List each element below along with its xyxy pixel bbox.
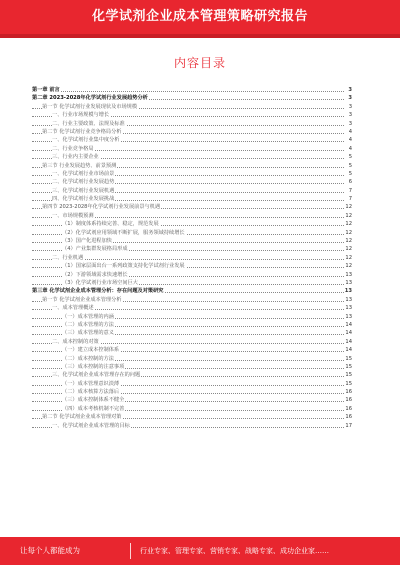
toc-entry-page: 12 (345, 204, 352, 211)
toc-entry-text: （3）化学试剂行业市场空间巨大 (62, 279, 138, 286)
toc-entry-page: 17 (345, 422, 352, 429)
toc-entry[interactable] (32, 388, 352, 396)
toc-entry-text: 四、化学试剂行业发展挑战 (52, 196, 115, 203)
toc-entry-text: 一、市场规模预测 (52, 212, 94, 219)
toc-entry[interactable] (32, 296, 352, 304)
toc-entry[interactable] (32, 237, 352, 245)
toc-entry-text: 第二节 化学试剂行业竞争格局分析 (42, 128, 122, 135)
toc-entry-text: 一、成本管理概述 (52, 305, 94, 312)
toc-entry-page: 12 (345, 221, 352, 228)
toc-entry[interactable] (32, 195, 352, 203)
toc-entry[interactable] (32, 338, 352, 346)
toc-entry-page: 14 (345, 330, 352, 337)
toc-entry-page: 7 (348, 187, 352, 194)
toc-entry[interactable] (32, 178, 352, 186)
toc-entry-page: 5 (348, 170, 352, 177)
toc-entry[interactable] (32, 271, 352, 279)
toc-entry-text: 二、行业机遇 (52, 254, 84, 261)
toc-entry-text: 三、化学试剂行业发展机遇 (52, 187, 115, 194)
toc-entry-page: 13 (345, 279, 352, 286)
toc-entry-page: 13 (345, 271, 352, 278)
toc-entry-text: （一）成本管理的内涵 (62, 313, 114, 320)
toc-entry-text: 第三节 行业发展趋势、前景预测 (42, 162, 117, 169)
toc-entry-page: 15 (345, 355, 352, 362)
toc-entry-page: 13 (345, 305, 352, 312)
toc-entry-page: 15 (345, 363, 352, 370)
toc-entry[interactable] (32, 153, 352, 161)
toc-title: 内容目录 (173, 56, 226, 70)
toc-entry[interactable] (32, 380, 352, 388)
toc-entry-text: （1）国家层面出台一系列政策支持化学试剂行业发展 (62, 263, 185, 270)
toc-entry[interactable] (32, 304, 352, 312)
toc-entry[interactable] (32, 86, 352, 94)
toc-entry-text: （一）建立成本控制体系 (62, 347, 120, 354)
toc-entry-page: 4 (348, 128, 352, 135)
toc-entry-text: 二、行业主要政策、法规及标准 (52, 120, 125, 127)
header-strip (0, 34, 400, 38)
toc-entry-page: 6 (348, 179, 352, 186)
toc-entry-page: 13 (345, 313, 352, 320)
toc-entry[interactable] (32, 187, 352, 195)
toc-entry-page: 3 (348, 120, 352, 127)
toc-entry-page: 15 (345, 380, 352, 387)
toc-entry-text: （4）产业集群发展格局形成 (62, 246, 128, 253)
toc-entry-page: 12 (345, 212, 352, 219)
toc-entry-text: 一、化学试剂企业成本管理的目标 (52, 422, 130, 429)
toc-entry-text: （2）下游领域需求快速增长 (62, 271, 128, 278)
toc-entry[interactable] (32, 413, 352, 421)
toc-entry[interactable] (32, 229, 352, 237)
toc-entry-text: （3）国产化进程加快 (62, 238, 112, 245)
toc-entry-text: 一、化学试剂行业市场前景 (52, 170, 115, 177)
toc-entry[interactable] (32, 371, 352, 379)
toc-dot-leader (32, 91, 344, 92)
toc-entry[interactable] (32, 355, 352, 363)
toc-entry[interactable] (32, 162, 352, 170)
toc-entry[interactable] (32, 262, 352, 270)
toc-entry[interactable] (32, 321, 352, 329)
toc-entry-text: 一、化学试剂行业集中度分析 (52, 137, 120, 144)
toc-entry-text: （四）成本考核机制不完善 (62, 405, 125, 412)
toc-entry-page: 4 (348, 137, 352, 144)
toc-entry[interactable] (32, 245, 352, 253)
toc-entry-page: 12 (345, 229, 352, 236)
toc-entry-page: 4 (348, 145, 352, 152)
toc-entry-page: 12 (345, 263, 352, 270)
toc-entry[interactable] (32, 329, 352, 337)
footer-bar (0, 537, 400, 565)
toc-entry-page: 3 (348, 112, 352, 119)
toc-entry-text: 第二章 2023-2028年化学试剂行业发展趋势分析 (32, 95, 148, 102)
toc-entry-page: 13 (344, 288, 352, 295)
toc-entry[interactable] (32, 120, 352, 128)
toc-entry-page: 16 (345, 397, 352, 404)
report-title: 化学试剂企业成本管理策略研究报告 (91, 9, 308, 24)
toc-entry-page: 3 (348, 95, 352, 102)
table-of-contents (32, 86, 352, 430)
toc-entry[interactable] (32, 396, 352, 404)
toc-entry-text: 二、化学试剂行业发展趋势 (52, 179, 115, 186)
toc-entry-text: 二、成本控制的对策 (52, 338, 99, 345)
toc-entry-page: 7 (348, 196, 352, 203)
toc-entry-text: 第一节 化学试剂企业成本管理分析 (42, 296, 122, 303)
footer-tagline: 行业专家、管理专家、营销专家、战略专家、成功企业家…… (140, 547, 329, 555)
toc-entry[interactable] (32, 254, 352, 262)
toc-entry[interactable] (32, 203, 352, 211)
toc-entry-page: 12 (345, 238, 352, 245)
toc-entry-page: 5 (348, 162, 352, 169)
toc-entry-page: 5 (348, 154, 352, 161)
toc-entry-text: （三）成本控制体系不健全 (62, 397, 125, 404)
toc-entry[interactable] (32, 363, 352, 371)
toc-entry-page: 3 (348, 87, 352, 93)
toc-entry[interactable] (32, 145, 352, 153)
toc-entry[interactable] (32, 94, 352, 102)
toc-entry-text: （2）化学试剂应用领域不断扩展，服务领域持续增长 (62, 229, 185, 236)
toc-entry[interactable] (32, 287, 352, 295)
toc-entry-page: 14 (345, 338, 352, 345)
toc-entry[interactable] (32, 220, 352, 228)
toc-entry-page: 16 (345, 389, 352, 396)
toc-entry[interactable] (32, 128, 352, 136)
toc-entry-text: 第二节 化学试剂企业成本管理对策 (42, 414, 122, 421)
toc-entry-text: 第一节 化学试剂行业发展现状及市场规模 (42, 103, 138, 110)
toc-entry-text: （三）成本管理的意义 (62, 330, 114, 337)
toc-entry-text: （三）成本控制的注意事项 (62, 363, 125, 370)
toc-entry-page: 3 (348, 103, 352, 110)
toc-entry-text: （二）成本控制的方法 (62, 355, 114, 362)
toc-entry-text: 二、行业竞争格局 (52, 145, 94, 152)
toc-entry[interactable] (32, 313, 352, 321)
toc-entry-page: 12 (345, 254, 352, 261)
toc-entry[interactable] (32, 212, 352, 220)
toc-entry[interactable] (32, 136, 352, 144)
toc-entry[interactable] (32, 346, 352, 354)
toc-entry-text: 三、行业内主要企业 (52, 154, 99, 161)
toc-entry-text: 三、化学试剂企业成本管理存在的问题 (52, 372, 141, 379)
toc-entry-text: 一、行业市场规模与增长 (52, 112, 110, 119)
toc-entry-page: 16 (345, 405, 352, 412)
toc-entry-page: 14 (345, 321, 352, 328)
toc-entry-page: 13 (345, 296, 352, 303)
toc-entry[interactable] (32, 279, 352, 287)
toc-entry-text: （二）成本核算方法落后 (62, 389, 120, 396)
toc-entry-page: 15 (345, 372, 352, 379)
footer-slogan: 让每个人都能成为 (20, 546, 80, 555)
toc-entry[interactable] (32, 405, 352, 413)
toc-entry[interactable] (32, 111, 352, 119)
toc-entry-text: （1）制度体系持续完善、稳定，规范发展 (62, 221, 159, 228)
toc-entry[interactable] (32, 170, 352, 178)
toc-entry-text: （一）成本管理意识淡薄 (62, 380, 120, 387)
toc-entry-page: 14 (345, 347, 352, 354)
toc-entry-text: 第三章 化学试剂企业成本管理分析：存在问题及对策研究 (32, 288, 164, 295)
toc-entry-page: 12 (345, 246, 352, 253)
toc-entry-text: 第一章 前言 (32, 87, 60, 93)
footer-divider (130, 543, 131, 559)
toc-entry[interactable] (32, 422, 352, 430)
toc-entry-text: （二）成本管理的方法 (62, 321, 114, 328)
toc-entry-text: 第四节 2023-2028年化学试剂行业发展前景与机遇 (42, 204, 161, 211)
toc-entry-page: 16 (345, 414, 352, 421)
toc-entry[interactable] (32, 103, 352, 111)
